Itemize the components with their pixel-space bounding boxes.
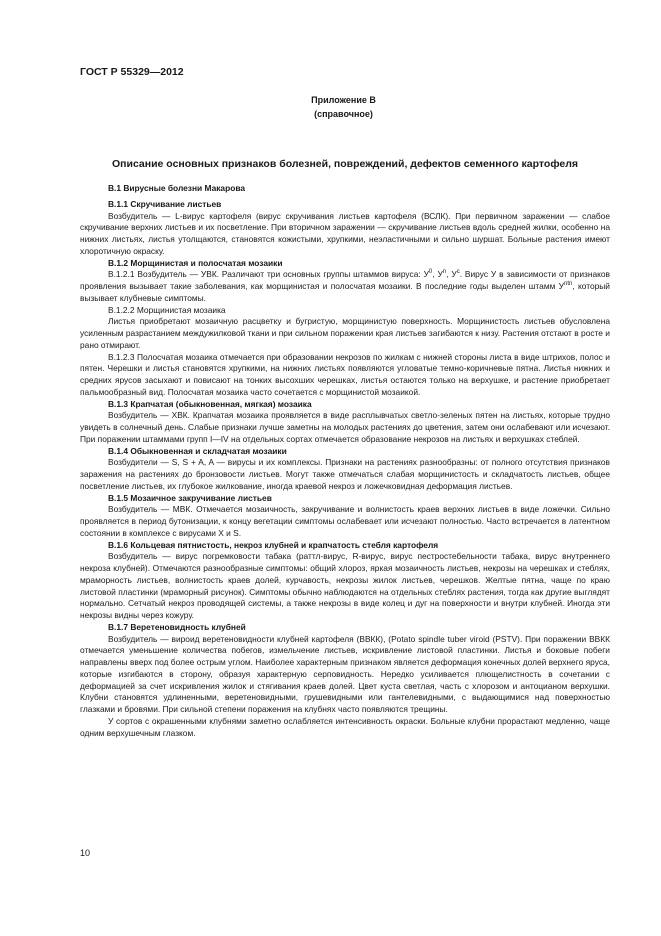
page-number: 10 [80,848,91,858]
paragraph-b17-2: У сортов с окрашенными клубнями заметно ослабляется интенсивность окраски. Больные клубни прорастают медленно, чаще одним верхушечным глазком. [80,715,610,738]
text-run: , У [432,269,443,280]
paragraph-b17-1: Возбудитель — вироид веретеновидности клубней картофеля (ВВКК), (Potato spindle tuber viroid (PSTV). При поражении ВВКК отмечается уменьшение количества побегов, измельчение листьев, искривление листовой пластинки. Листья и боковые побеги направлены вверх под более острым углом. Наиболее характерным признаком является деформация конечных долей верхнего яруса, которые изгибаются в сторону, образуя характерную серповидность. Нередко усиливается плющелистность в сочетании с деформацией за счет искривления жилок и стягивания краев долей. Цвет куста светлая, часть с хлорозом и антоцианом верхушки. Клубни становятся удлиненными, веретеновидными, грушевидными или гантелевидными, с выдающимися над поверхностью глазками и бровями. При сильной степени поражения на клубнях часто появляются трещины. [80,633,610,714]
paragraph-b122: Листья приобретают мозаичную расцветку и бугристую, морщинистую поверхность. Морщинистость листьев обусловлена усиленным разрастанием междужилковой ткани и при сильном поражении края листьев загибаются к низу. Растения отстают в росте и рано отмирают. [80,316,610,350]
section-heading-b12: В.1.2 Морщинистая и полосчатая мозаики [108,257,283,268]
section-heading-b1: В.1 Вирусные болезни Макарова [108,183,246,193]
annex-note: (справочное) [314,109,373,119]
paragraph-b14: Возбудители — S, S + A, A — вирусы и их комплексы. Признаки на растениях разнообразны: от полного отсутствия признаков заражения на растениях до бронзовости листьев. Могут также отмечаться слабая морщинистость и складчатость листьев, общее посветление листьев, их глубокое жилкование, иногда краевой некроз и ложечковидная деформация листьев. [80,457,610,491]
text-run: В.1.2.1 Возбудитель — УВК. Различают три основных группы штаммов вируса: У [108,269,429,280]
document-body [80,183,610,739]
superscript: n [442,269,447,276]
section-heading-b15: В.1.5 Мозаичное закручивание листьев [108,492,272,503]
document-title: Описание основных признаков болезней, повреждений, дефектов семенного картофеля [111,158,578,170]
standard-header: ГОСТ Р 55329—2012 [80,66,184,78]
superscript: ntn [564,281,573,288]
annex-heading [0,93,661,121]
paragraph-b13: Возбудитель — ХВК. Крапчатая мозаика проявляется в виде расплывчатых светло-зеленых пятен на листьях, которые трудно увидеть в солнечный день. Слабые признаки лучше заметны на молодых растениях до цветения, затем они ослабевают или исчезают. При поражении штаммами групп I—IV на отдельных сортах отмечается образование некрозов на листьях и верхушках стеблей. [80,410,610,444]
subsection-heading-b122: В.1.2.2 Морщинистая мозаика [108,304,226,315]
paragraph-b121 [80,269,610,304]
paragraph-b15: Возбудитель — МВК. Отмечается мозаичность, закручивание и волнистость краев верхних листьев в виде ложечки. Сильно проявляется в период бутонизации, к концу вегетации симптомы ослабевает или исчезают полностью. Часто встречается в латентном состоянии в комплексе с вирусами X и S. [80,504,610,538]
superscript: 0 [428,269,433,276]
text-run: . Вирус У в зависимости от признаков проявления вызывает такие заболевания, как морщинистая и полосчатая мозаики. В последние годы выделен штамм У [80,269,610,291]
paragraph-b123: В.1.2.3 Полосчатая мозаика отмечается при образовании некрозов по жилкам с нижней стороны листа в виде штрихов, полос и пятен. Черешки и листья становятся хрупкими, на нижних листьях появляются угловатые темно-коричневые пятна. Листья нижних и средних ярусов засыхают и повисают на тонких высохших черешках, листья остаются только на верхушке, и растение приобретает пальмообразный вид. Полосчатая мозаика часто сочетается с морщинистой мозаикой. [80,351,610,397]
text-run: , У [446,269,457,280]
section-heading-b16: В.1.6 Кольцевая пятнистость, некроз клубней и крапчатость стебля картофеля [108,539,439,550]
text-run: , который вызывает клубневые симптомы. [80,281,610,303]
section-heading-b13: В.1.3 Крапчатая (обыкновенная, мягкая) мозаика [108,398,312,409]
annex-title: Приложение В [311,95,376,105]
section-heading-b11: В.1.1 Скручивание листьев [108,198,222,209]
section-heading-b14: В.1.4 Обыкновенная и складчатая мозаики [108,445,287,456]
paragraph-b11: Возбудитель — L-вирус картофеля (вирус скручивания листьев картофеля (ВСЛК). При первичном заражении — слабое скручивание верхних листьев и их посветление. При вторичном заражении — скручивание листьев вдоль средней жилки, особенно на нижних листьях, листья утолщаются, становятся кожистыми, хрупкими, неэластичными и сильно шуршат. Больные растения имеют хлоротичную окраску. [80,210,610,256]
section-heading-b17: В.1.7 Веретеновидность клубней [108,621,246,632]
superscript: c [456,269,460,276]
paragraph-b16: Возбудитель — вирус погремковости табака (раттл-вирус, R-вирус, вирус пестростебельности табака, вирус внутреннего некроза клубней). Отмечаются разнообразные симптомы: общий хлороз, яркая мозаичность листьев, некрозы на черешках и стеблях, мраморность листьев, волнистость краев долей, курчавость, некрозы жилок листьев, черешков. Желтые пятна, чаще по краю листовой пластинки (мраморный рисунок). Симптомы обычно наблюдаются на отдельных стеблях растения, тогда как другие выглядят нормально. Сетчатый некроз проводящей системы, а также некрозы в виде колец и дуг на поверхности и внутри клубней. Иногда эти некрозы видны через кожуру. [80,551,610,620]
